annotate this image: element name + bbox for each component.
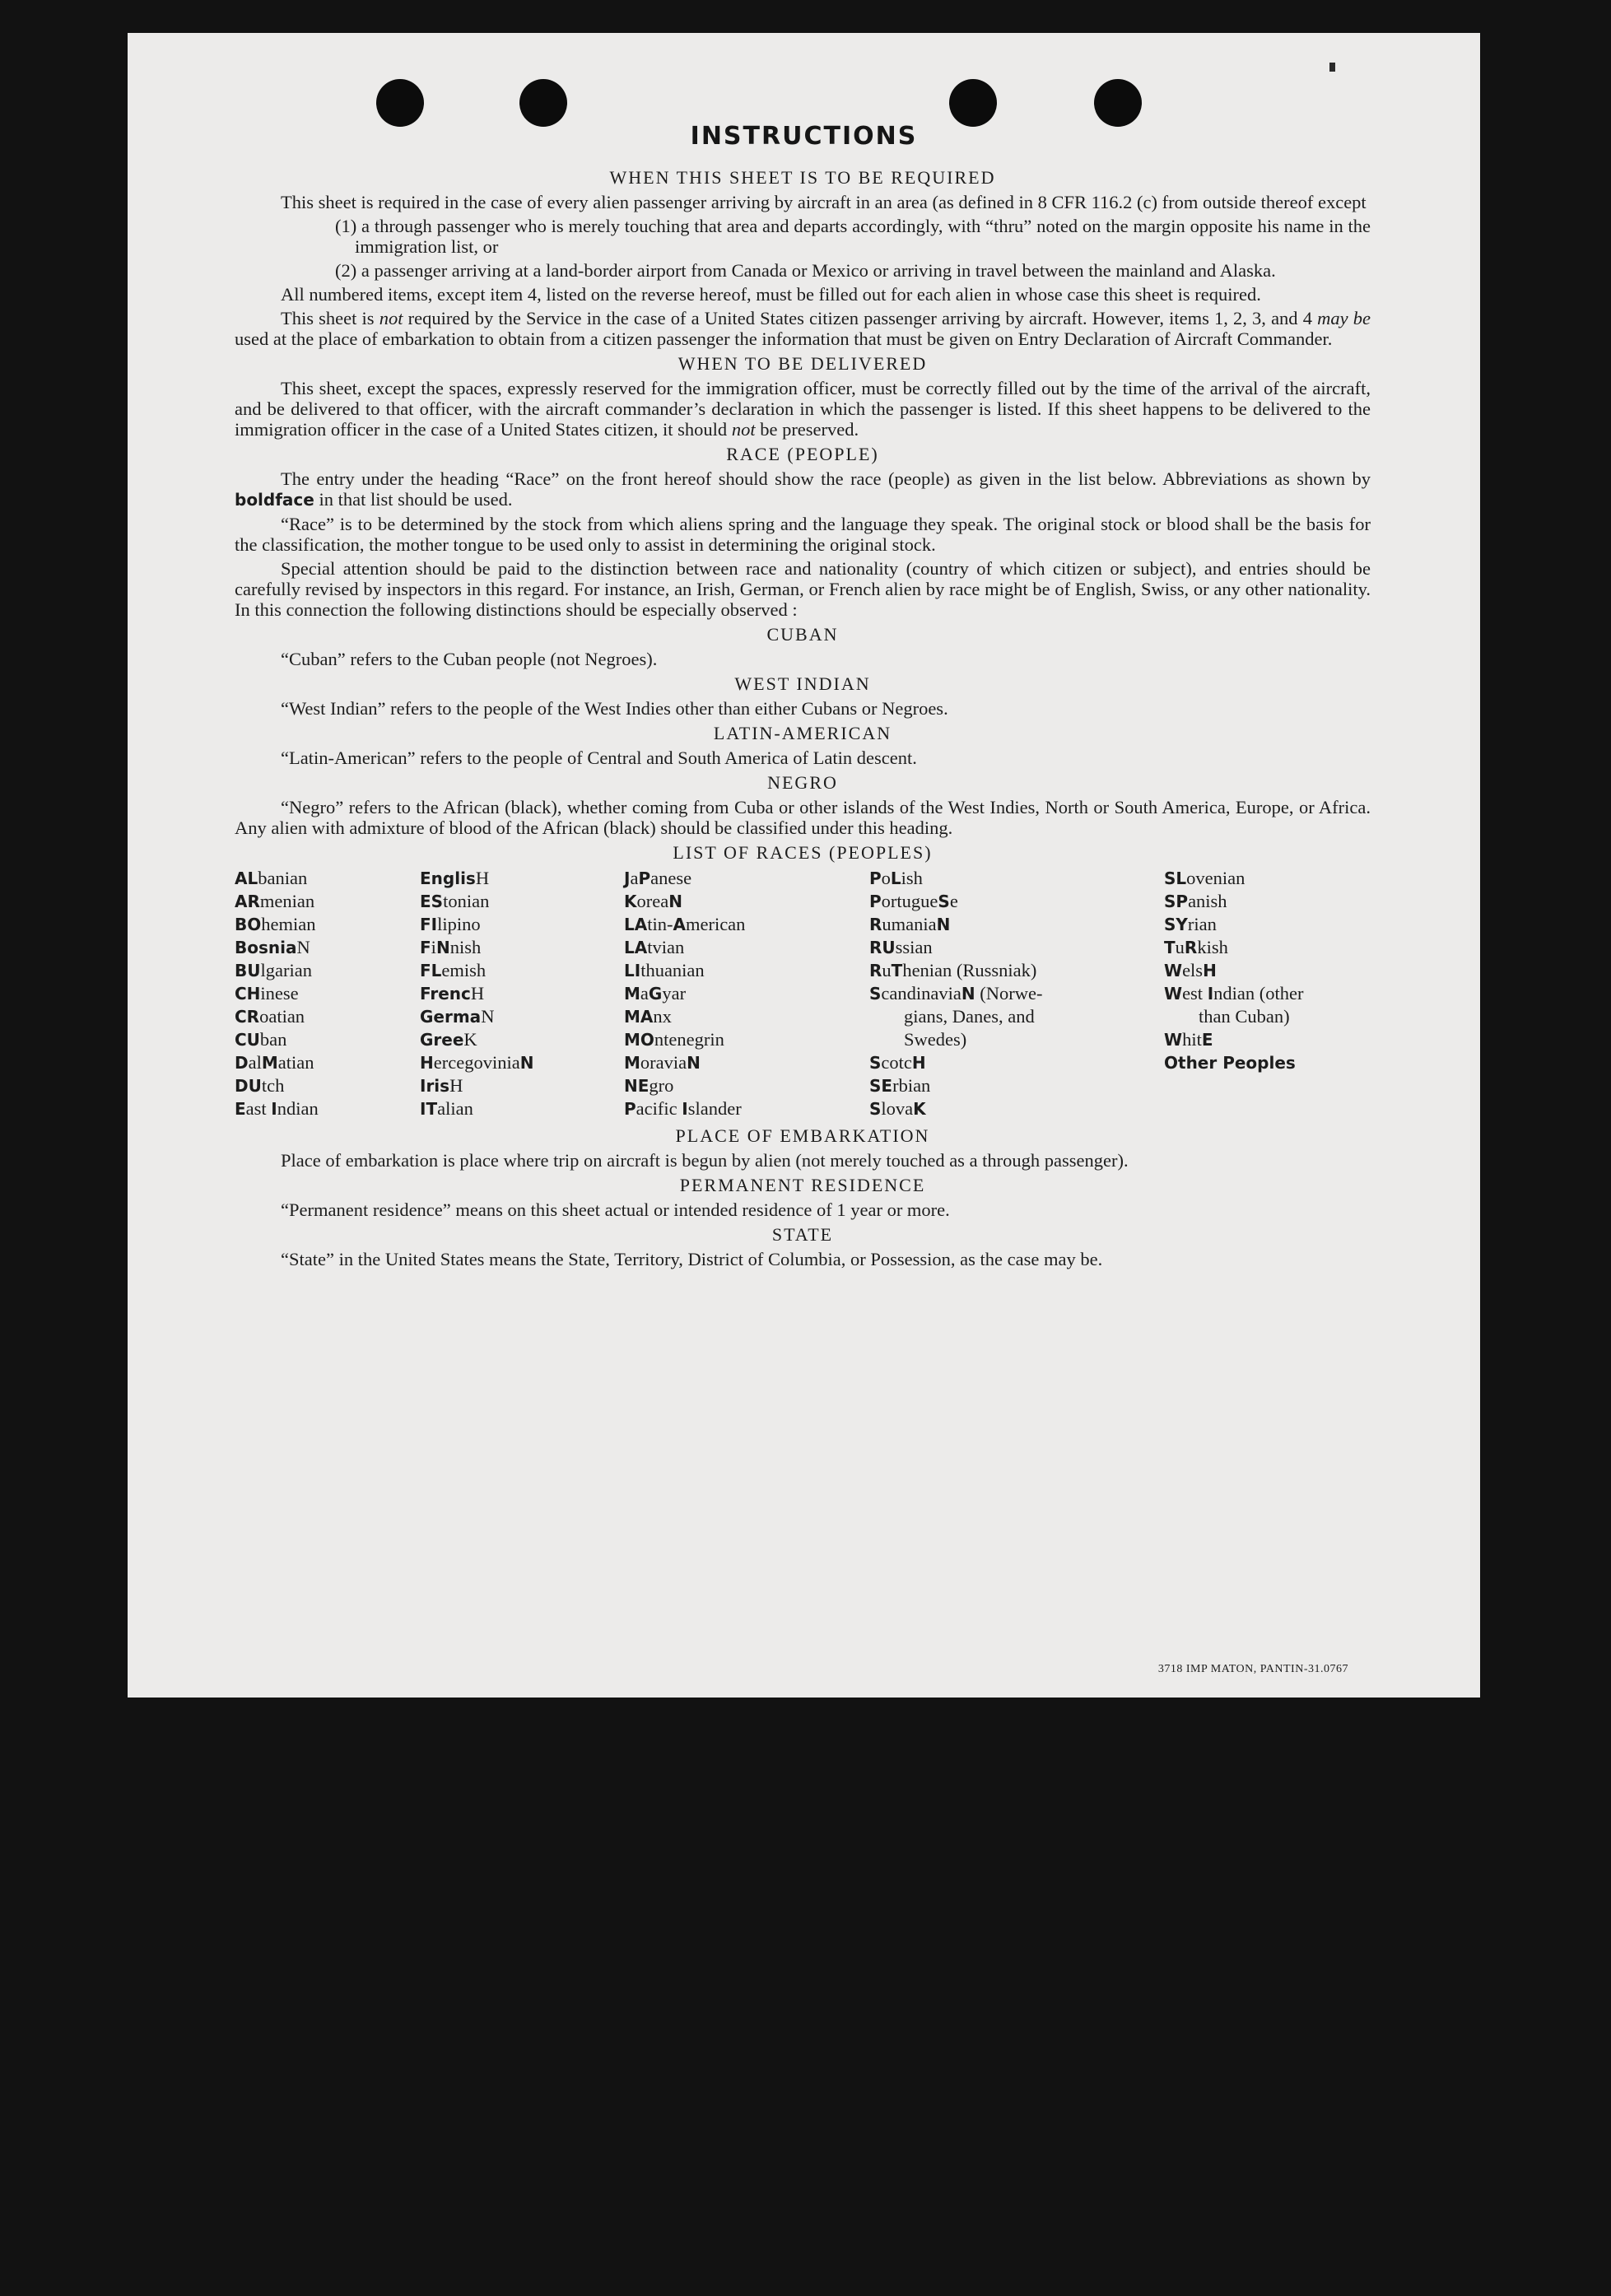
race-abbreviation: G [648,984,663,1004]
race-text: alian [437,1098,473,1119]
race-entry [869,1028,1164,1051]
race-abbreviation: R [1184,938,1198,957]
race-abbreviation: N [961,984,975,1004]
section-heading: NEGRO [767,772,838,793]
race-abbreviation: P [638,869,651,888]
section-heading: WHEN THIS SHEET IS TO BE REQUIRED [609,167,996,188]
race-text: slander [687,1098,742,1119]
race-entry [420,1074,624,1097]
race-entry [420,1097,624,1120]
race-abbreviation: Frenc [420,984,471,1004]
race-entry [1164,1051,1371,1074]
section-heading: WHEN TO BE DELIVERED [677,353,928,374]
race-entry [235,913,420,936]
race-entry [420,1051,624,1074]
race-entry [420,936,624,959]
race-text: e [949,891,958,911]
punch-hole-3 [949,79,997,127]
race-abbreviation: A [673,915,686,934]
instructions-body [235,163,1371,1273]
race-text: ast [245,1098,272,1119]
race-abbreviation: SP [1164,892,1189,911]
race-text: thuanian [640,960,705,980]
race-abbreviation: Germa [420,1007,482,1027]
race-text: hit [1182,1029,1202,1050]
race-abbreviation: SY [1164,915,1188,934]
paragraph: Place of embarkation is place where trip on aircraft is begun by alien (not merely touched as a through passenger). [281,1150,1129,1171]
race-text: lova [881,1098,914,1119]
race-text: anish [1188,891,1227,911]
race-entry [1164,1028,1371,1051]
races-list [235,867,1371,1120]
race-text: u [1175,937,1185,957]
race-text: i [431,937,436,957]
race-abbreviation: LA [624,915,648,934]
race-text: els [1182,960,1204,980]
race-abbreviation: I [682,1099,688,1119]
race-abbreviation: Englis [420,869,476,888]
race-text: ssian [895,937,933,957]
race-entry [420,890,624,913]
race-entry [235,982,420,1005]
race-abbreviation: CH [235,984,261,1004]
race-abbreviation: AR [235,892,260,911]
race-entry [869,1051,1164,1074]
race-entry [869,959,1164,982]
race-abbreviation: S [869,1053,882,1073]
race-entry [1164,982,1371,1005]
race-abbreviation: FI [420,915,438,934]
race-entry [624,1074,869,1097]
race-abbreviation: Gree [420,1030,464,1050]
race-abbreviation: SE [869,1076,893,1096]
race-abbreviation: W [1164,961,1183,980]
race-text: nish [449,937,482,957]
race-abbreviation: E [1201,1030,1213,1050]
race-entry [235,1005,420,1028]
paragraph: “Negro” refers to the African (black), whether coming from Cuba or other islands of the West Indies, North or South America, Europe, or Africa. Any alien with admixture of blood of the African (black) should be classified under this heading. [235,797,1371,838]
paragraph: This sheet is required in the case of every alien passenger arriving by aircraft in an area (as defined in 8 CFR 116.2 (c) from outside thereof except [281,192,1367,212]
race-text: ish [901,868,923,888]
race-text: umania [882,914,937,934]
race-abbreviation: M [624,1053,640,1073]
paragraph: All numbered items, except item 4, listed on the reverse hereof, must be filled out for each alien in whose case this sheet is required. [281,284,1261,305]
race-abbreviation: DU [235,1076,262,1096]
race-entry [235,890,420,913]
race-text: oatian [259,1006,305,1027]
race-text: gians, Danes, and [904,1006,1035,1027]
paragraph: The entry under the heading “Race” on the front hereof should show the race (people) as given in the list below. Abbreviations as shown by boldface in that list should be used. [235,468,1371,510]
race-abbreviation: H [420,1053,434,1073]
race-abbreviation: RU [869,938,896,957]
race-abbreviation: F [420,938,431,957]
race-entry [869,1074,1164,1097]
printer-imprint: 3718 IMP MATON, PANTIN-31.0767 [1157,1663,1348,1675]
race-abbreviation: N [687,1053,701,1073]
race-entry [235,1097,420,1120]
race-entry [624,890,869,913]
race-entry [624,959,869,982]
race-entry [235,1051,420,1074]
race-entry [624,913,869,936]
race-entry [1164,936,1371,959]
race-text: N [481,1006,495,1027]
race-abbreviation: FL [420,961,442,980]
race-abbreviation: M [261,1053,278,1073]
race-abbreviation: Other Peoples [1164,1053,1296,1073]
race-entry [624,1097,869,1120]
paragraph: “Cuban” refers to the Cuban people (not Negroes). [281,649,658,669]
race-entry [420,1028,624,1051]
punch-hole-2 [519,79,567,127]
race-abbreviation: N [668,892,682,911]
paragraph: “West Indian” refers to the people of the West Indies other than either Cubans or Negroes. [281,698,948,719]
race-entry [235,959,420,982]
race-abbreviation: IT [420,1099,438,1119]
race-abbreviation: P [624,1099,636,1119]
race-entry [235,1028,420,1051]
race-abbreviation: P [869,892,882,911]
race-text: (Norwe- [975,983,1043,1004]
race-abbreviation: LI [624,961,641,980]
races-column [235,867,420,1120]
section-heading: LATIN-AMERICAN [713,723,892,743]
race-entry [624,936,869,959]
race-abbreviation: LA [624,938,648,957]
race-abbreviation: R [869,915,882,934]
race-abbreviation: H [911,1053,926,1073]
race-abbreviation: T [891,961,903,980]
race-text: u [882,960,892,980]
race-text: rian [1187,914,1217,934]
section-heading: LIST OF RACES (PEOPLES) [673,842,933,863]
race-text: tin- [647,914,673,934]
race-abbreviation: CR [235,1007,260,1027]
race-text: nx [653,1006,672,1027]
section-heading: RACE (PEOPLE) [726,444,879,464]
race-text: emish [441,960,487,980]
race-entry [1164,1005,1371,1028]
race-text: ntenegrin [654,1029,724,1050]
race-text: lgarian [260,960,312,980]
race-text: ovenian [1186,868,1245,888]
race-text: than Cuban) [1199,1006,1290,1027]
race-abbreviation: SL [1164,869,1187,888]
race-abbreviation: W [1164,1030,1183,1050]
race-text: Swedes) [904,1029,967,1050]
race-entry [869,1005,1164,1028]
punch-hole-1 [376,79,424,127]
race-abbreviation: H [1203,961,1217,980]
race-entry [869,913,1164,936]
races-column [1164,867,1371,1120]
race-text: candinavia [881,983,961,1004]
race-abbreviation: MA [624,1007,654,1027]
race-text: H [470,983,485,1004]
race-abbreviation: E [235,1099,246,1119]
race-abbreviation: BU [235,961,261,980]
race-text: menian [259,891,315,911]
race-abbreviation: I [271,1099,277,1119]
race-entry [624,867,869,890]
race-entry [869,1097,1164,1120]
race-text: inese [260,983,299,1004]
race-abbreviation: N [435,938,450,957]
race-abbreviation: BO [235,915,262,934]
paragraph: “Latin-American” refers to the people of Central and South America of Latin descent. [281,747,917,768]
race-abbreviation: P [869,869,882,888]
race-text: tonian [443,891,490,911]
race-text: oravia [640,1052,687,1073]
race-entry [420,867,624,890]
race-abbreviation: CU [235,1030,260,1050]
paragraph: This sheet is not required by the Service in the case of a United States citizen passenger arriving by aircraft. However, items 1, 2, 3, and 4 may be used at the place of embarkation to obtain from a citizen passenger the information that must be given on Entry Declaration of Aircraft Commander. [235,308,1371,349]
race-text: ortugue [881,891,938,911]
race-abbreviation: AL [235,869,258,888]
race-abbreviation: MO [624,1030,654,1050]
race-text: ndian (other [1213,983,1304,1004]
race-entry [420,982,624,1005]
race-abbreviation: T [1164,938,1176,957]
race-abbreviation: M [624,984,640,1004]
race-abbreviation: N [519,1053,534,1073]
race-abbreviation: S [869,1099,882,1119]
race-text: merican [685,914,746,934]
race-entry [235,867,420,890]
race-abbreviation: Iris [420,1076,450,1096]
paragraph: “Permanent residence” means on this sheet actual or intended residence of 1 year or more. [281,1199,950,1220]
section-heading: PERMANENT RESIDENCE [679,1175,926,1195]
race-entry [235,1074,420,1097]
race-abbreviation: I [1207,984,1214,1004]
races-column [624,867,869,1120]
list-item: (2) a passenger arriving at a land-border airport from Canada or Mexico or arriving in travel between the mainland and Alaska. [335,260,1276,281]
race-text: hemian [261,914,316,934]
paragraph: This sheet, except the spaces, expressly reserved for the immigration officer, must be correctly filled out by the time of the arrival of the aircraft, and be delivered to that officer, with the aircraft commander’s declaration in which the passenger is listed. If this sheet happens to be delivered to the immigration officer in the case of a United States citizen, it should not be preserved. [235,378,1371,440]
race-entry [869,867,1164,890]
race-abbreviation: S [869,984,882,1004]
race-abbreviation: W [1164,984,1183,1004]
race-entry [624,982,869,1005]
race-text: banian [258,868,308,888]
paragraph: “Race” is to be determined by the stock from which aliens spring and the language they speak. The original stock or blood shall be the basis for the classification, the mother tongue to be used only to assist in determining the original stock. [235,514,1371,555]
race-abbreviation: Bosnia [235,938,297,957]
races-column [869,867,1164,1120]
race-entry [624,1051,869,1074]
race-text: o [881,868,891,888]
race-abbreviation: S [938,892,950,911]
race-text: ndian [277,1098,319,1119]
race-entry [1164,890,1371,913]
race-text: H [449,1075,463,1096]
race-abbreviation: ES [420,892,444,911]
ink-speck [1329,63,1335,72]
race-text: tch [261,1075,285,1096]
race-text: ercegovinia [433,1052,520,1073]
race-text: a [630,868,639,888]
list-item: (1) a through passenger who is merely touching that area and departs accordingly, with “thru” noted on the margin opposite his name in the immigration list, or [335,216,1371,257]
race-text: acific [636,1098,682,1119]
punch-hole-4 [1094,79,1142,127]
race-text: atian [277,1052,314,1073]
race-text: yar [662,983,687,1004]
race-text: ban [259,1029,287,1050]
races-column [420,867,624,1120]
race-entry [869,936,1164,959]
race-abbreviation: K [913,1099,926,1119]
race-entry [1164,867,1371,890]
race-text: a [640,983,649,1004]
race-entry [1164,913,1371,936]
section-heading: PLACE OF EMBARKATION [675,1125,930,1146]
race-abbreviation: J [624,869,631,888]
race-text: est [1182,983,1208,1004]
race-text: henian (Russniak) [902,960,1037,980]
race-entry [420,959,624,982]
race-text: N [296,937,310,957]
race-text: gro [649,1075,674,1096]
race-entry [420,913,624,936]
race-abbreviation: K [624,892,637,911]
race-entry [624,1005,869,1028]
paragraph: “State” in the United States means the State, Territory, District of Columbia, or Possession, as the case may be. [281,1249,1103,1269]
race-entry [1164,959,1371,982]
race-abbreviation: L [890,869,901,888]
race-abbreviation: R [869,961,882,980]
race-text: al [248,1052,262,1073]
race-text: K [463,1029,477,1050]
race-entry [869,982,1164,1005]
race-text: tvian [647,937,685,957]
race-text: orea [636,891,669,911]
race-abbreviation: N [936,915,951,934]
section-heading: CUBAN [766,624,839,645]
race-entry [235,936,420,959]
race-abbreviation: D [235,1053,249,1073]
page-title: INSTRUCTIONS [690,122,918,151]
race-text: lipino [437,914,481,934]
race-text: rbian [892,1075,931,1096]
race-text: cotc [881,1052,912,1073]
instruction-sheet [128,33,1480,1698]
section-heading: STATE [771,1224,834,1245]
race-text: anese [650,868,692,888]
race-entry [869,890,1164,913]
section-heading: WEST INDIAN [734,673,871,694]
race-text: kish [1197,937,1228,957]
race-entry [624,1028,869,1051]
race-abbreviation: NE [624,1076,650,1096]
paragraph: Special attention should be paid to the distinction between race and nationality (country of which citizen or subject), and entries should be carefully revised by inspectors in this regard. For instance, an Irish, German, or French alien by race might be of English, Swiss, or any other nationality. In this connection the following distinctions should be especially observed : [235,558,1371,620]
race-entry [420,1005,624,1028]
race-text: H [475,868,490,888]
